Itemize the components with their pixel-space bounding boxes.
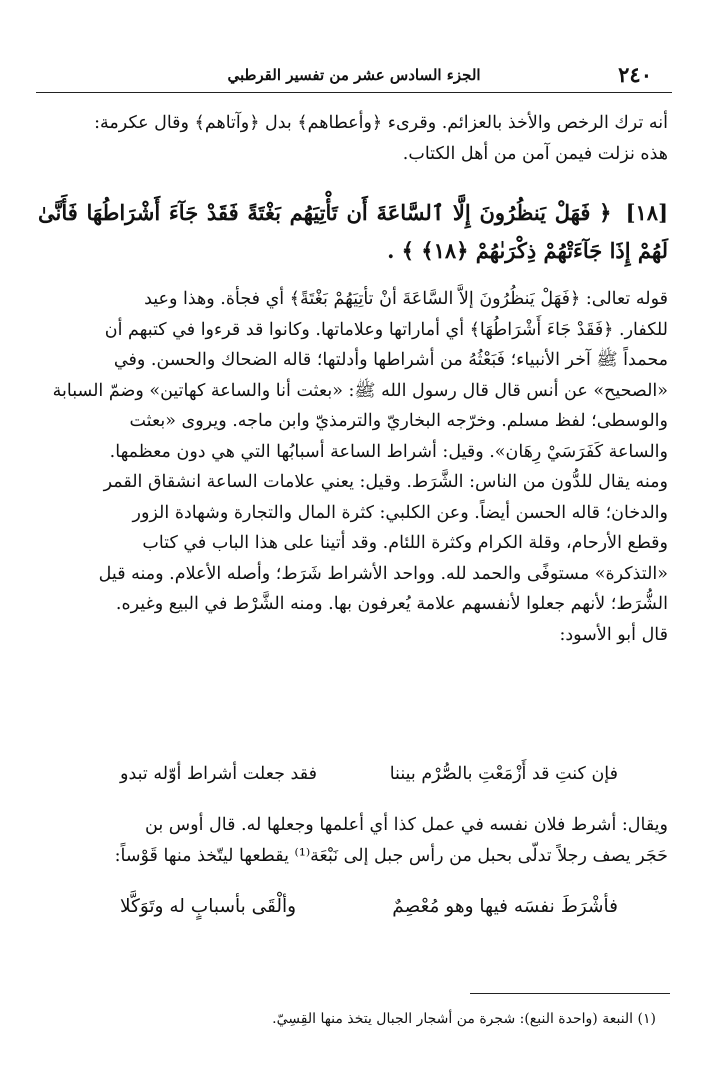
poem-verse-2 xyxy=(60,896,648,926)
text-line: الشُّرَط؛ لأنهم جعلوا لأنفسهم علامة يُعرفون بها. ومنه الشَّرْط في البيع وغيره. xyxy=(115,594,668,614)
verse-number: [١٨] xyxy=(625,200,668,225)
poem-first-half: فإن كنتِ قد أَزْمَعْتِ بالصُّرْم بيننا xyxy=(389,764,618,784)
text-line: وقطع الأرحام، وقلة الكرام وكثرة اللئام. وقد أتينا على هذا الباب في كتاب xyxy=(142,533,668,553)
text-line: ويقال: أشرط فلان نفسه في عمل كذا أي أعلمها وجعلها له. قال أوس بن xyxy=(145,815,668,835)
text-line: «التذكرة» مستوفًى والحمد لله. وواحد الأشراط شَرَط؛ وأصله الأعلام. ومنه قيل xyxy=(98,563,668,584)
text-line: «الصحيح» عن أنس قال قال رسول الله ﷺ: «بعثت أنا والساعة كهاتين» وضمّ السبابة xyxy=(52,380,668,401)
text-line: والدخان؛ قاله الحسن أيضاً. وعن الكلبي: كثرة المال والتجارة وشهادة الزور xyxy=(132,502,668,523)
text-line: محمداً ﷺ آخر الأنبياء؛ فَبَعْثُهُ من أشراطها وأدلتها؛ قاله الضحاك والحسن. وفي xyxy=(113,350,668,370)
poem-first-half: فأشْرَطَ نفسَه فيها وهو مُعْصِمٌ xyxy=(392,896,618,917)
text-line: ومنه يقال للدُّون من الناس: الشَّرَط. وقيل: يعني علامات الساعة انشقاق القمر xyxy=(103,472,668,492)
poem-second-half: وألْقَى بأسبابٍ له وتَوَكَّلا xyxy=(120,896,297,917)
text-line: للكفار. ﴿فَقَدْ جَاءَ أَشْرَاطُهَا﴾ أي أماراتها وعلاماتها. وكانوا قد قرءوا في كتبهم أن xyxy=(104,319,668,340)
text-line: والساعة كَفَرَسَيْ رِهَان». وقيل: أشراط الساعة أسبابُها التي هي دون معظمها. xyxy=(109,441,668,462)
running-title: الجزء السادس عشر من تفسير القرطبي xyxy=(227,66,481,84)
intro-paragraph xyxy=(38,108,668,169)
page-header xyxy=(36,58,672,93)
footnote-divider xyxy=(470,993,670,994)
poem-verse xyxy=(60,764,648,794)
footnote: (١) النبعة (واحدة النبع): شجرة من أشجار الجبال يتخذ منها القِسِيّ. xyxy=(272,1011,656,1027)
text-line: قوله تعالى: ﴿فَهَلْ يَنظُرُونَ إلاَّ السَّاعَةَ أنْ تأتِيَهُمْ بَغْتَةً﴾ أي فجأة. وهذا وعيد xyxy=(144,289,668,309)
poem-second-half: فقد جعلت أشراط أوّله تبدو xyxy=(120,764,317,784)
text-line: حَجَر يصف رجلاً تدلّى بحبل من رأس جبل إلى نَبْعَة⁽¹⁾ يقطعها ليتّخذ منها قَوْساً: xyxy=(114,845,668,866)
text-line: أنه ترك الرخص والأخذ بالعزائم. وقرىء ﴿وأعطاهم﴾ بدل ﴿وآتاهم﴾ وقال عكرمة: xyxy=(94,113,668,133)
text-line: هذه نزلت فيمن آمن من أهل الكتاب. xyxy=(402,143,668,164)
quran-verse xyxy=(38,194,668,270)
commentary-paragraph xyxy=(38,284,668,650)
text-line: قال أبو الأسود: xyxy=(559,624,668,645)
commentary-paragraph-2 xyxy=(38,810,668,871)
text-line: والوسطى؛ لفظ مسلم. وخرّجه البخاريّ والترمذيّ وابن ماجه. ويروى «بعثت xyxy=(129,411,668,431)
verse-text: ﴿ فَهَلْ يَنظُرُونَ إِلَّا ٱلسَّاعَةَ أَن تَأْتِيَهُم بَغْتَةً فَقَدْ جَآءَ أَشْرَاطُهَا فَأَنَّىٰ لَهُمْ إِذَا جَآءَتْهُمْ ذِكْرَىٰهُمْ ﴿١٨﴾ ﴾ . xyxy=(38,200,668,263)
page-number: ٢٤٠ xyxy=(618,62,652,87)
